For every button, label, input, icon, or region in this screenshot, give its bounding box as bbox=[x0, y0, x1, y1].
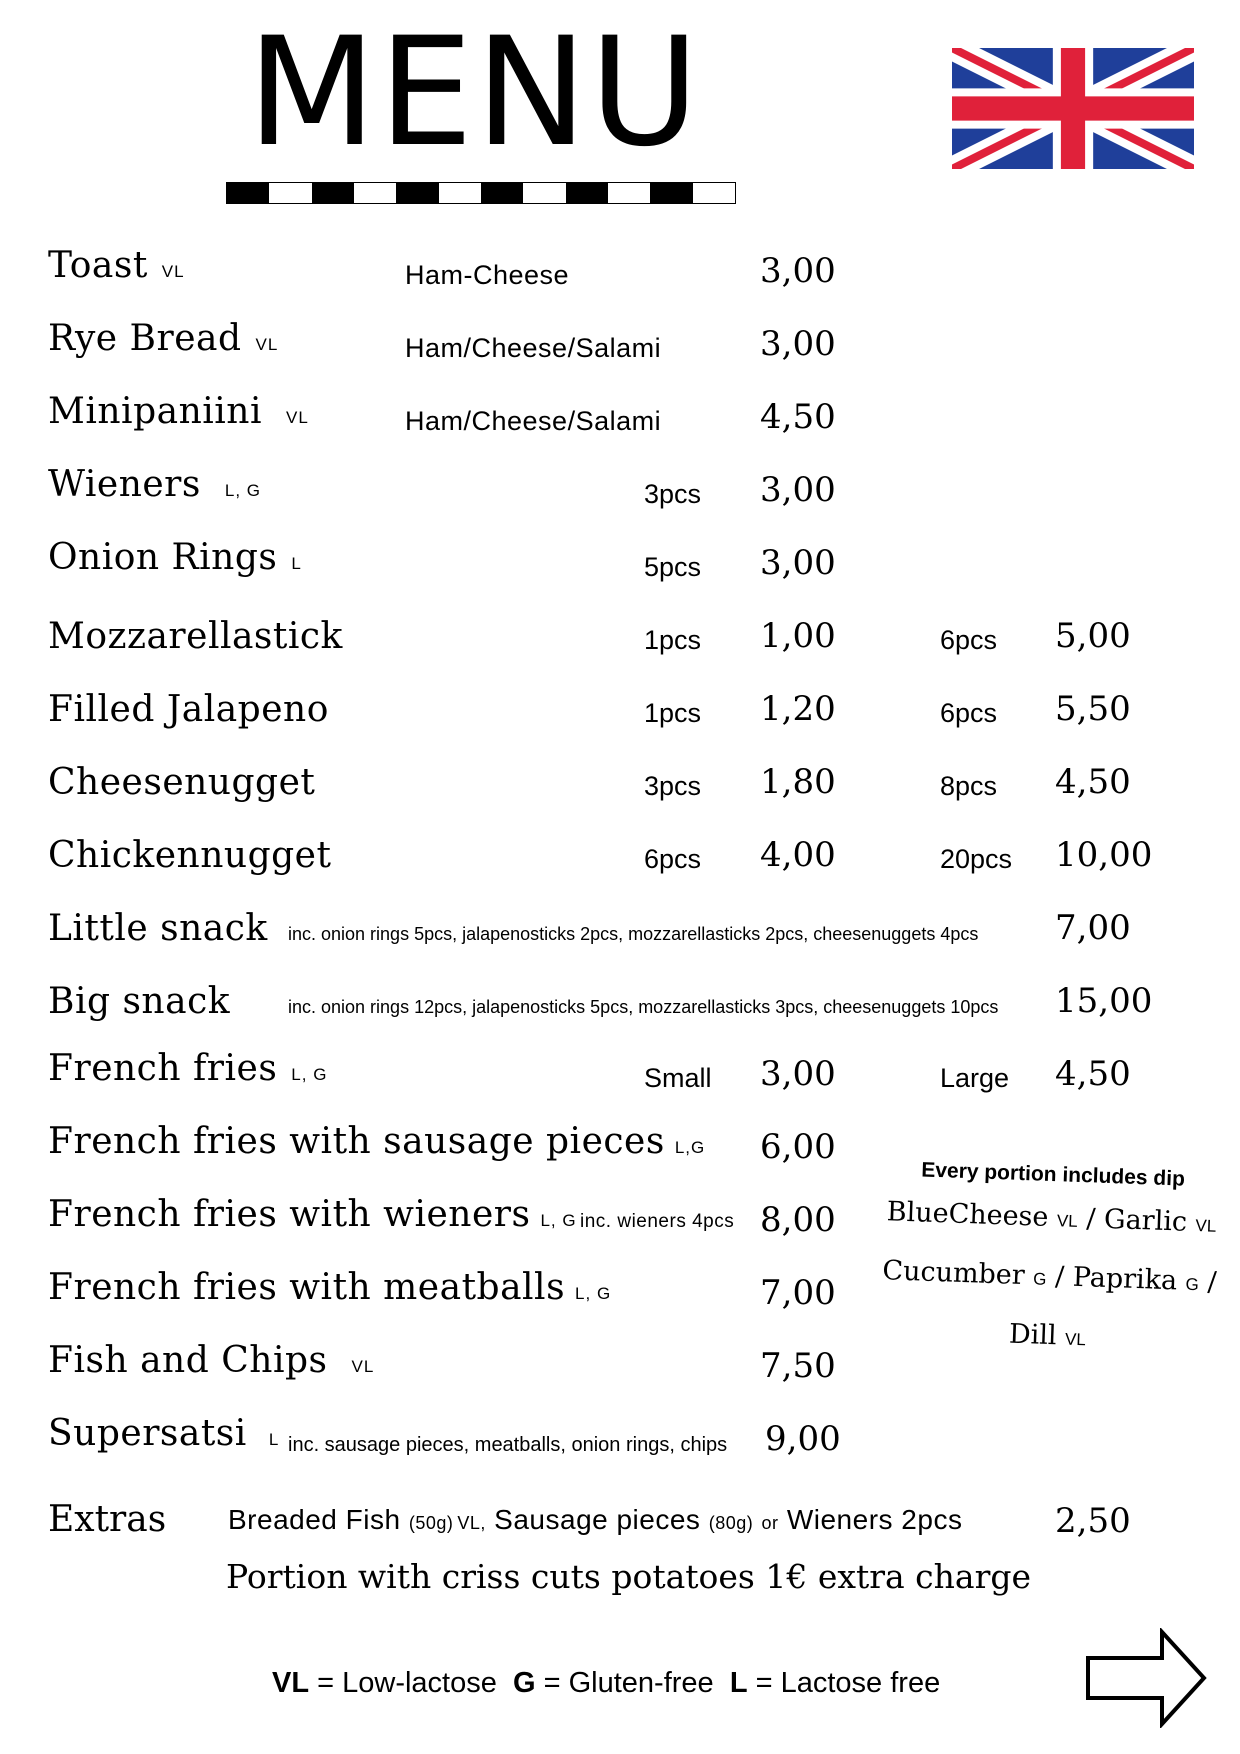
item-quantity: 1pcs bbox=[644, 698, 702, 728]
item-price: 7,00 bbox=[1055, 908, 1131, 948]
item-name: Toast bbox=[48, 245, 148, 286]
menu-item-minipaniini bbox=[0, 384, 1240, 444]
checkered-banner bbox=[226, 182, 736, 204]
diet-label: VL bbox=[255, 335, 279, 354]
menu-item-little-snack bbox=[0, 895, 1240, 955]
item-quantity-large: 20pcs bbox=[940, 844, 1013, 874]
item-price: 9,00 bbox=[765, 1419, 841, 1459]
extras-name: Extras bbox=[48, 1499, 167, 1540]
diet-label: L, G bbox=[575, 1284, 612, 1303]
right-arrow-icon[interactable] bbox=[1084, 1628, 1208, 1728]
item-description: inc. wieners 4pcs bbox=[580, 1211, 735, 1232]
legend-l-key: L bbox=[729, 1667, 748, 1699]
item-name: Supersatsi bbox=[48, 1413, 247, 1454]
dip-garlic: Garlic bbox=[1103, 1203, 1188, 1238]
diet-label: VL bbox=[1064, 1329, 1087, 1350]
extras-or: or bbox=[761, 1513, 779, 1533]
dip-line-3 bbox=[876, 1302, 1218, 1373]
item-price: 7,50 bbox=[760, 1346, 836, 1386]
dip-bluecheese: BlueCheese bbox=[886, 1196, 1049, 1233]
menu-item-supersatsi bbox=[0, 1406, 1240, 1466]
item-price-small: 3,00 bbox=[760, 1054, 836, 1094]
criss-cuts-note: Portion with criss cuts potatoes 1€ extra charge bbox=[226, 1557, 1032, 1596]
item-name: Filled Jalapeno bbox=[48, 689, 329, 730]
menu-item-big-snack bbox=[0, 968, 1240, 1028]
menu-item-cheesenugget bbox=[0, 749, 1240, 809]
menu-title: MENU bbox=[247, 6, 702, 180]
item-description: Ham/Cheese/Salami bbox=[405, 333, 662, 363]
item-description: Ham-Cheese bbox=[405, 260, 570, 290]
menu-item-extras bbox=[0, 1488, 1240, 1548]
diet-legend bbox=[272, 1666, 940, 1700]
menu-item-rye-bread bbox=[0, 311, 1240, 371]
diet-label: VL bbox=[1056, 1211, 1079, 1231]
item-price-large: 10,00 bbox=[1055, 835, 1153, 875]
item-price: 1,20 bbox=[760, 689, 836, 729]
item-price: 1,80 bbox=[760, 762, 836, 802]
menu-item-wieners bbox=[0, 457, 1240, 517]
item-quantity: 3pcs bbox=[644, 479, 702, 509]
uk-flag-icon bbox=[952, 48, 1194, 169]
item-price: 6,00 bbox=[760, 1127, 836, 1167]
item-name: Chickennugget bbox=[48, 835, 332, 876]
item-quantity: 3pcs bbox=[644, 771, 702, 801]
item-name: Mozzarellastick bbox=[48, 616, 343, 657]
item-quantity-large: 6pcs bbox=[940, 625, 998, 655]
item-description: inc. onion rings 12pcs, jalapenosticks 5pcs, mozzarellasticks 3pcs, cheesenuggets 10pcs bbox=[288, 997, 999, 1017]
item-quantity: 5pcs bbox=[644, 552, 702, 582]
legend-g-key: G bbox=[513, 1667, 536, 1699]
item-description: inc. sausage pieces, meatballs, onion rings, chips bbox=[288, 1434, 728, 1456]
menu-item-filled-jalapeno bbox=[0, 676, 1240, 736]
menu-item-french-fries bbox=[0, 1041, 1240, 1101]
item-price-large: 4,50 bbox=[1055, 762, 1131, 802]
dip-heading: Every portion includes dip bbox=[920, 1158, 1186, 1191]
diet-label: VL, bbox=[457, 1513, 486, 1533]
extras-weight: (80g) bbox=[708, 1513, 754, 1533]
diet-label: G bbox=[1185, 1274, 1200, 1295]
item-price-large: 5,00 bbox=[1055, 616, 1131, 656]
item-name: French fries with wieners bbox=[48, 1194, 531, 1235]
legend-vl-key: VL bbox=[272, 1667, 310, 1699]
dip-line-2 bbox=[879, 1243, 1221, 1314]
extras-wieners: Wieners 2pcs bbox=[786, 1504, 963, 1535]
menu-item-mozzarellastick bbox=[0, 603, 1240, 663]
item-name: French fries bbox=[48, 1048, 278, 1089]
item-quantity-large: 8pcs bbox=[940, 771, 998, 801]
item-description: inc. onion rings 5pcs, jalapenosticks 2pcs, mozzarellasticks 2pcs, cheesenuggets 4pcs bbox=[288, 924, 979, 944]
diet-label: VL bbox=[161, 262, 185, 281]
item-name: Little snack bbox=[48, 908, 268, 949]
item-quantity-large: 6pcs bbox=[940, 698, 998, 728]
legend-vl-text: = Low-lactose bbox=[317, 1667, 497, 1699]
item-name: Wieners bbox=[48, 464, 201, 505]
diet-label: G bbox=[1032, 1269, 1047, 1289]
item-size-large: Large bbox=[940, 1063, 1010, 1093]
item-price: 7,00 bbox=[760, 1273, 836, 1313]
dip-dill: Dill bbox=[1008, 1318, 1058, 1352]
separator: / bbox=[1085, 1203, 1097, 1235]
separator: / bbox=[1206, 1266, 1218, 1298]
dip-cucumber: Cucumber bbox=[881, 1255, 1026, 1292]
diet-label: VL bbox=[1195, 1216, 1217, 1236]
item-price: 1,00 bbox=[760, 616, 836, 656]
extras-price: 2,50 bbox=[1055, 1501, 1131, 1541]
item-price: 3,00 bbox=[760, 324, 836, 364]
item-price: 3,00 bbox=[760, 543, 836, 583]
item-name: Fish and Chips bbox=[48, 1340, 328, 1381]
item-name: Cheesenugget bbox=[48, 762, 316, 803]
item-name: French fries with sausage pieces bbox=[48, 1121, 665, 1162]
diet-label: L, G bbox=[540, 1211, 577, 1230]
diet-label: L, G bbox=[224, 481, 261, 500]
item-price: 3,00 bbox=[760, 470, 836, 510]
item-quantity: 1pcs bbox=[644, 625, 702, 655]
item-name: French fries with meatballs bbox=[48, 1267, 566, 1308]
extras-description bbox=[228, 1505, 962, 1538]
legend-g-text: = Gluten-free bbox=[543, 1667, 714, 1699]
dip-info bbox=[876, 1154, 1223, 1373]
item-price: 3,00 bbox=[760, 251, 836, 291]
item-price-large: 4,50 bbox=[1055, 1054, 1131, 1094]
dip-paprika: Paprika bbox=[1072, 1261, 1178, 1297]
legend-l-text: = Lactose free bbox=[755, 1667, 941, 1699]
item-quantity: 6pcs bbox=[644, 844, 702, 874]
diet-label: VL bbox=[351, 1357, 375, 1376]
item-name: Rye Bread bbox=[48, 318, 242, 359]
item-price: 15,00 bbox=[1055, 981, 1153, 1021]
diet-label: L bbox=[268, 1430, 280, 1449]
item-size-small: Small bbox=[644, 1063, 712, 1093]
extras-breaded-fish: Breaded Fish bbox=[228, 1504, 401, 1535]
diet-label: VL bbox=[286, 408, 309, 427]
item-name: Minipaniini bbox=[48, 391, 262, 432]
item-name: Big snack bbox=[48, 981, 231, 1022]
extras-sausage-pieces: Sausage pieces bbox=[494, 1504, 701, 1535]
menu-item-toast bbox=[0, 238, 1240, 298]
diet-label: L,G bbox=[674, 1138, 706, 1157]
item-description: Ham/Cheese/Salami bbox=[405, 406, 662, 436]
item-price: 4,00 bbox=[760, 835, 836, 875]
menu-item-chickennugget bbox=[0, 822, 1240, 882]
diet-label: L, G bbox=[291, 1065, 328, 1084]
menu-item-onion-rings bbox=[0, 530, 1240, 590]
diet-label: L bbox=[291, 554, 302, 573]
item-price: 8,00 bbox=[760, 1200, 836, 1240]
separator: / bbox=[1054, 1261, 1065, 1293]
item-price-large: 5,50 bbox=[1055, 689, 1131, 729]
item-price: 4,50 bbox=[760, 397, 836, 437]
item-name: Onion Rings bbox=[48, 537, 278, 578]
extras-weight: (50g) bbox=[408, 1513, 454, 1533]
